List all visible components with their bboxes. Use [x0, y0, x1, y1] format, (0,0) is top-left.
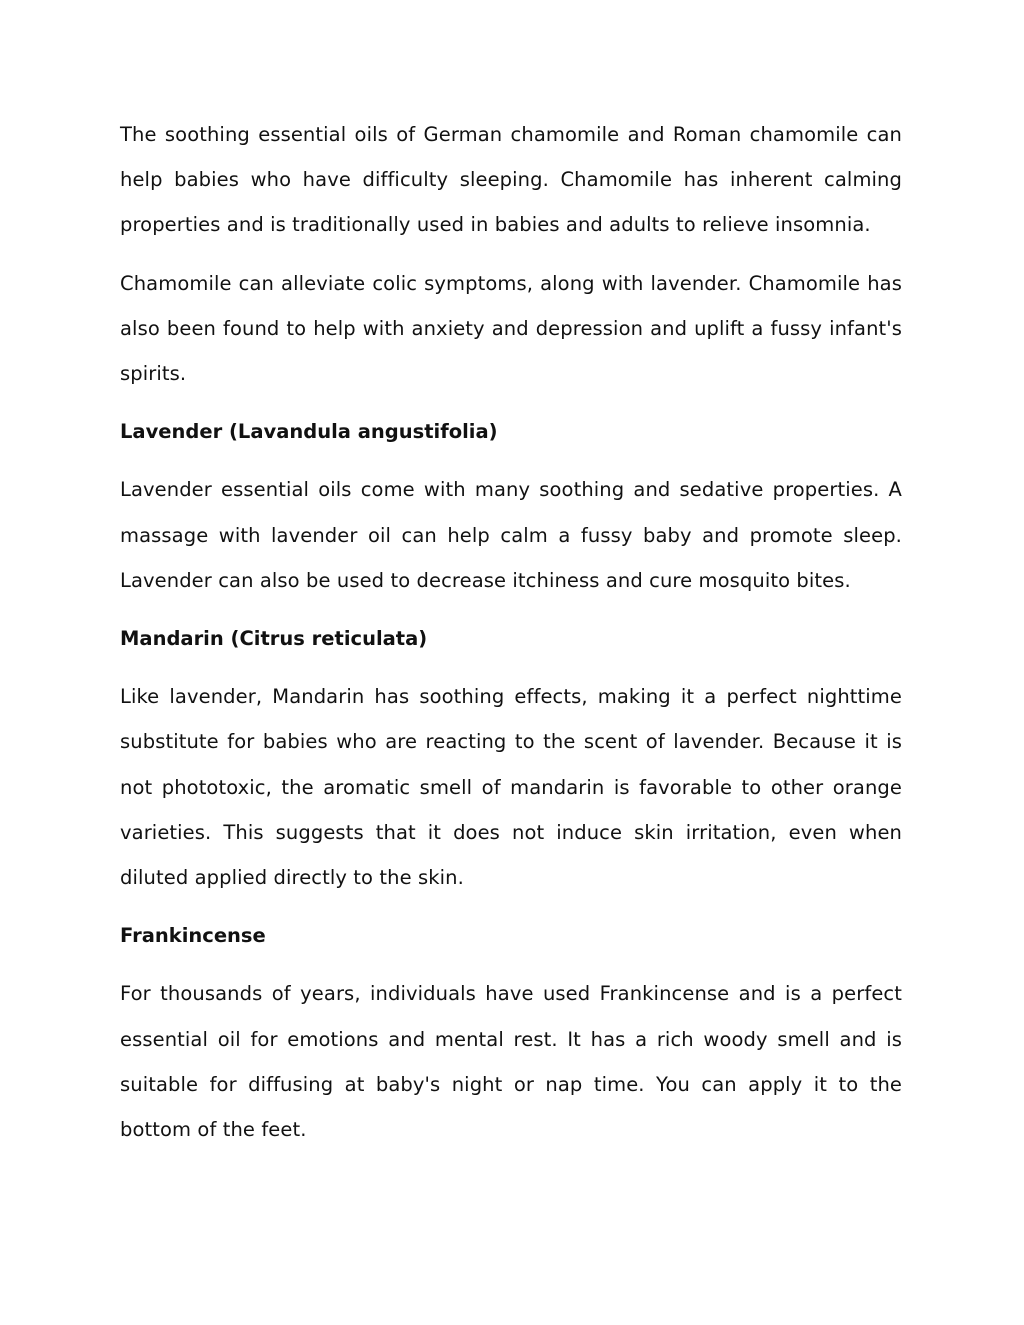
frankincense-heading: Frankincense — [120, 924, 266, 948]
lavender-paragraph: Lavender essential oils come with many soothing and sedative properties. A massage with lavender oil can help calm a fussy baby and promote sleep. Lavender can also be used to decrease itchiness and cure mosquito bites. — [120, 478, 902, 592]
lavender-heading: Lavender (Lavandula angustifolia) — [120, 420, 498, 444]
frankincense-paragraph: For thousands of years, individuals have used Frankincense and is a perfect essential oil for emotions and mental rest. It has a rich woody smell and is suitable for diffusing at baby's night or nap time. You can apply it to the bottom of the feet. — [120, 982, 902, 1142]
chamomile-sleep-paragraph: The soothing essential oils of German chamomile and Roman chamomile can help babies who have difficulty sleeping. Chamomile has inherent calming properties and is traditionally used in babies and adults to relieve insomnia. — [120, 123, 902, 237]
mandarin-heading: Mandarin (Citrus reticulata) — [120, 627, 428, 651]
document-page — [120, 112, 902, 1165]
mandarin-paragraph: Like lavender, Mandarin has soothing effects, making it a perfect nighttime substitute for babies who are reacting to the scent of lavender. Because it is not phototoxic, the aromatic smell of mandarin is favorable to other orange varieties. This suggests that it does not induce skin irritation, even when diluted applied directly to the skin. — [120, 685, 902, 890]
chamomile-colic-paragraph: Chamomile can alleviate colic symptoms, along with lavender. Chamomile has also been found to help with anxiety and depression and uplift a fussy infant's spirits. — [120, 271, 902, 386]
